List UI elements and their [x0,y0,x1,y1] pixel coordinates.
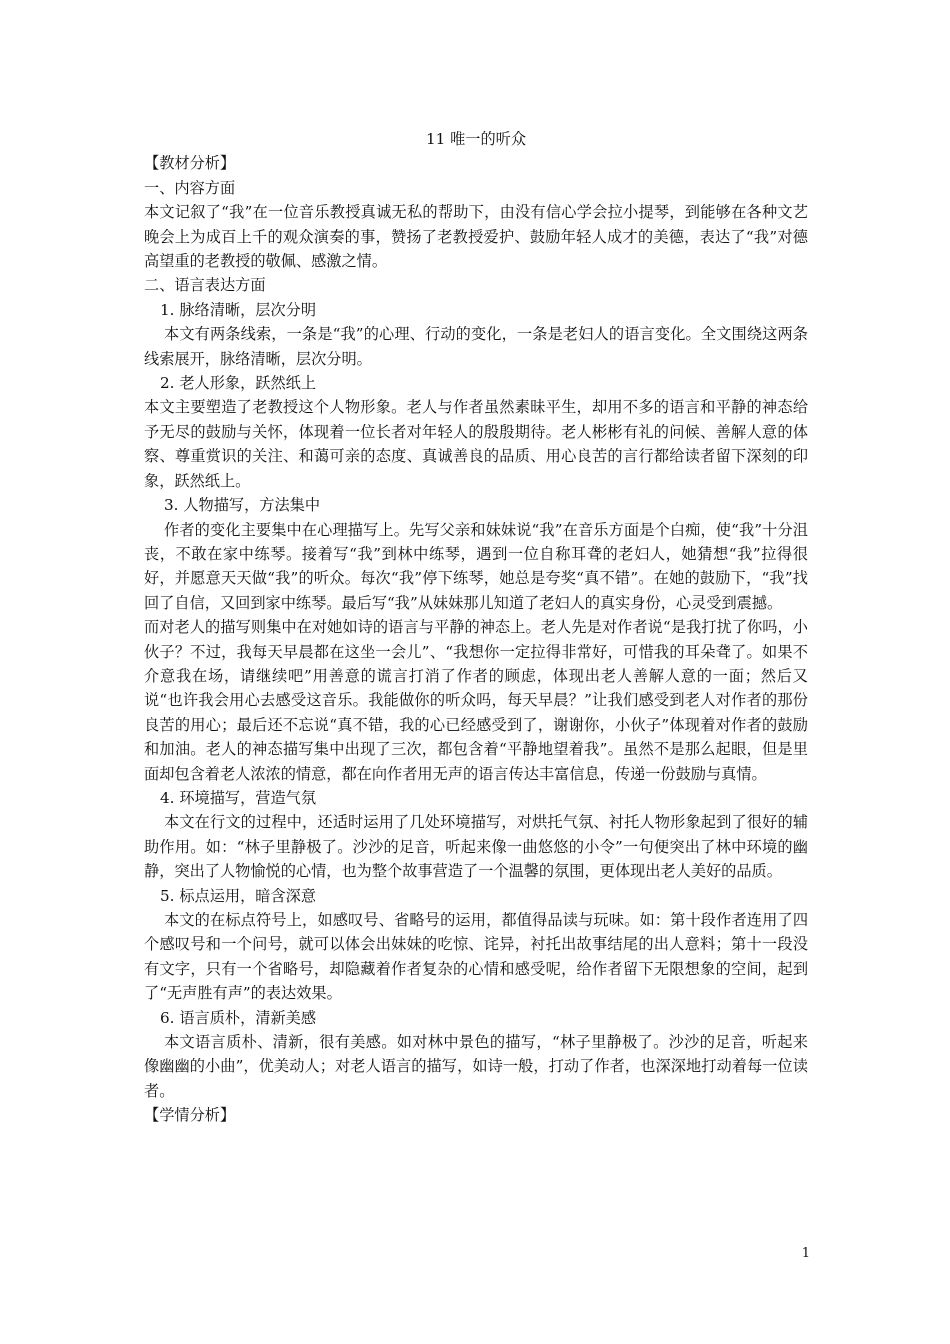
document-body [144,127,808,1128]
paragraph-item-5: 本文的在标点符号上，如感叹号、省略号的运用，都值得品读与玩味。如：第十段作者连用了四个感叹号和一个问号，就可以体会出妹妹的吃惊、诧异，衬托出故事结尾的出人意料；第十一段没有文字，只有一个省略号，却隐藏着作者复杂的心情和感受呢，给作者留下无限想象的空间，起到了“无声胜有声”的表达效果。 [144,911,808,1003]
item-heading-5: 5. 标点运用，暗含深意 [160,886,317,905]
item-heading-2: 2. 老人形象，跃然纸上 [160,374,317,393]
item-heading-1: 1. 脉络清晰，层次分明 [160,300,317,319]
paragraph-item-2: 本文主要塑造了老教授这个人物形象。老人与作者虽然素昧平生，却用不多的语言和平静的神态给予无尽的鼓励与关怀，体现着一位长者对年轻人的殷殷期待。老人彬彬有礼的问候、善解人意的体察、尊重赏识的关注、和蔼可亲的态度、真诚善良的品质、用心良苦的言行都给读者留下深刻的印象，跃然纸上。 [144,398,808,490]
paragraph-item-6: 本文语言质朴、清新，很有美感。如对林中景色的描写，“林子里静极了。沙沙的足音，听起来像幽幽的小曲”，优美动人；对老人语言的描写，如诗一般，打动了作者，也深深地打动着每一位读者。 [144,1033,808,1100]
item-heading-3: 3. 人物描写，方法集中 [164,496,321,515]
paragraph-item-3b: 而对老人的描写则集中在对她如诗的语言与平静的神态上。老人先是对作者说“是我打扰了你吗，小伙子？不过，我每天早晨都在这坐一会儿”、“我想你一定拉得非常好，可惜我的耳朵聋了。如果不介意我在场，请继续吧”用善意的谎言打消了作者的顾虑，体现出老人善解人意的一面；然后又说“也许我会用心去感受这音乐。我能做你的听众吗，每天早晨？”让我们感受到老人对作者的那份良苦的用心；最后还不忘说“真不错，我的心已经感受到了，谢谢你，小伙子”体现着对作者的鼓励和加油。老人的神态描写集中出现了三次，都包含着“平静地望着我”。虽然不是那么起眼，但是里面却包含着老人浓浓的情意，都在向作者用无声的语言传达丰富信息，传递一份鼓励与真情。 [144,618,808,783]
item-heading-4: 4. 环境描写，营造气氛 [160,788,317,807]
section-heading-student-analysis: 【学情分析】 [144,1106,236,1125]
paragraph-item-3a: 作者的变化主要集中在心理描写上。先写父亲和妹妹说“我”在音乐方面是个白痴，使“我”十分沮丧，不敢在家中练琴。接着写“我”到林中练琴，遇到一位自称耳聋的老妇人，她猜想“我”拉得很好，并愿意天天做“我”的听众。每次“我”停下练琴，她总是夸奖“真不错”。在她的鼓励下，“我”找回了自信，又回到家中练琴。最后写“我”从妹妹那儿知道了老妇人的真实身份，心灵受到震撼。 [144,520,808,612]
item-heading-6: 6. 语言质朴，清新美感 [160,1008,317,1027]
page-number: 1 [801,1246,810,1261]
section-heading-textbook-analysis: 【教材分析】 [144,154,236,173]
subsection-heading-language: 二、语言表达方面 [144,276,266,295]
document-title: 11 唯一的听众 [425,130,527,148]
paragraph-item-1: 本文有两条线索，一条是“我”的心理、行动的变化，一条是老妇人的语言变化。全文围绕这两条线索展开，脉络清晰，层次分明。 [144,325,808,368]
subsection-heading-content: 一、内容方面 [144,178,236,197]
paragraph-content: 本文记叙了“我”在一位音乐教授真诚无私的帮助下，由没有信心学会拉小提琴，到能够在各种文艺晚会上为成百上千的观众演奏的事，赞扬了老教授爱护、鼓励年轻人成才的美德，表达了“我”对德高望重的老教授的敬佩、感激之情。 [144,203,808,271]
paragraph-item-4: 本文在行文的过程中，还适时运用了几处环境描写，对烘托气氛、衬托人物形象起到了很好的辅助作用。如：“林子里静极了。沙沙的足音，听起来像一曲悠悠的小令”一句便突出了林中环境的幽静，突出了人物愉悦的心情，也为整个故事营造了一个温馨的氛围，更体现出老人美好的品质。 [144,813,808,881]
